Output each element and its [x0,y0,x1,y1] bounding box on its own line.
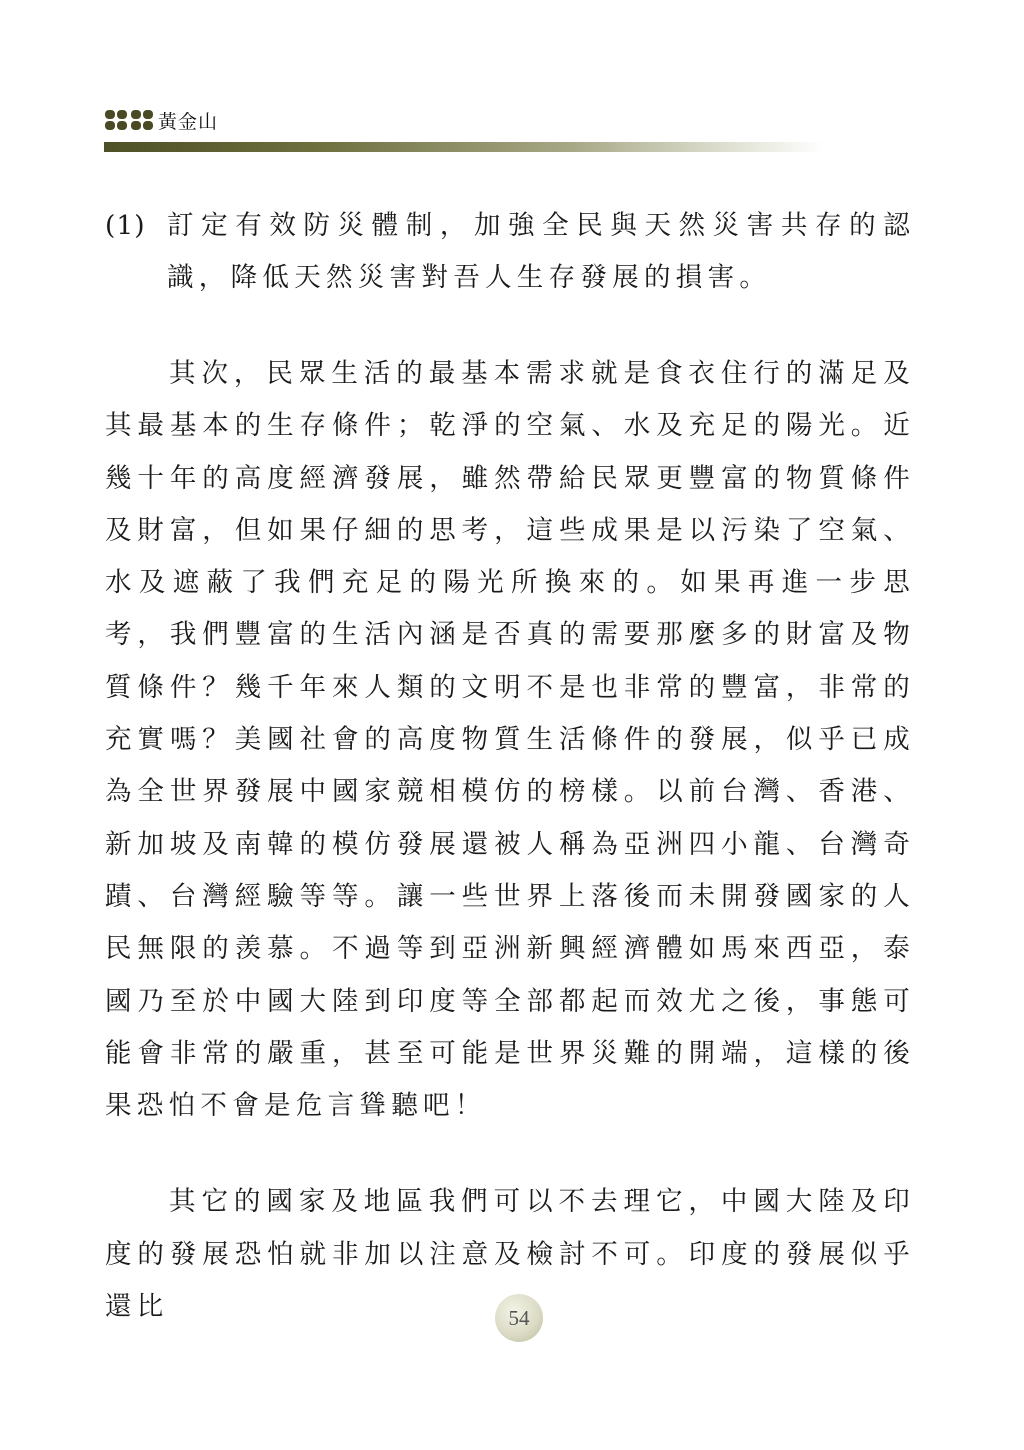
paragraph: 其它的國家及地區我們可以不去理它，中國大陸及印度的發展恐怕就非加以注意及檢討不可。印度的發展似乎還比 [105,1186,915,1323]
header-title: 黃金山 [158,110,219,133]
clover-logo-icon [104,108,154,132]
page-number: 54 [495,1294,543,1342]
page-header [104,100,218,140]
page-content [105,200,915,1377]
list-item-text: 訂定有效防災體制，加強全民與天然災害共存的認識，降低天然災害對吾人生存發展的損害。 [167,210,915,293]
list-item-marker: (1) [105,210,146,241]
list-item [105,200,915,304]
header-rule [104,142,824,152]
paragraph: 其次，民眾生活的最基本需求就是食衣住行的滿足及其最基本的生存條件；乾淨的空氣、水及充足的陽光。近幾十年的高度經濟發展，雖然帶給民眾更豐富的物質條件及財富，但如果仔細的思考，這些成果是以污染了空氣、水及遮蔽了我們充足的陽光所換來的。如果再進一步思考，我們豐富的生活內涵是否真的需要那麼多的財富及物質條件？幾千年來人類的文明不是也非常的豐富，非常的充實嗎？美國社會的高度物質生活條件的發展，似乎已成為全世界發展中國家競相模仿的榜樣。以前台灣、香港、新加坡及南韓的模仿發展還被人稱為亞洲四小龍、台灣奇蹟、台灣經驗等等。讓一些世界上落後而未開發國家的人民無限的羡慕。不過等到亞洲新興經濟體如馬來西亞，泰國乃至於中國大陸到印度等全部都起而效尤之後，事態可能會非常的嚴重，甚至可能是世界災難的開端，這樣的後果恐怕不會是危言聳聽吧！ [105,358,915,1122]
